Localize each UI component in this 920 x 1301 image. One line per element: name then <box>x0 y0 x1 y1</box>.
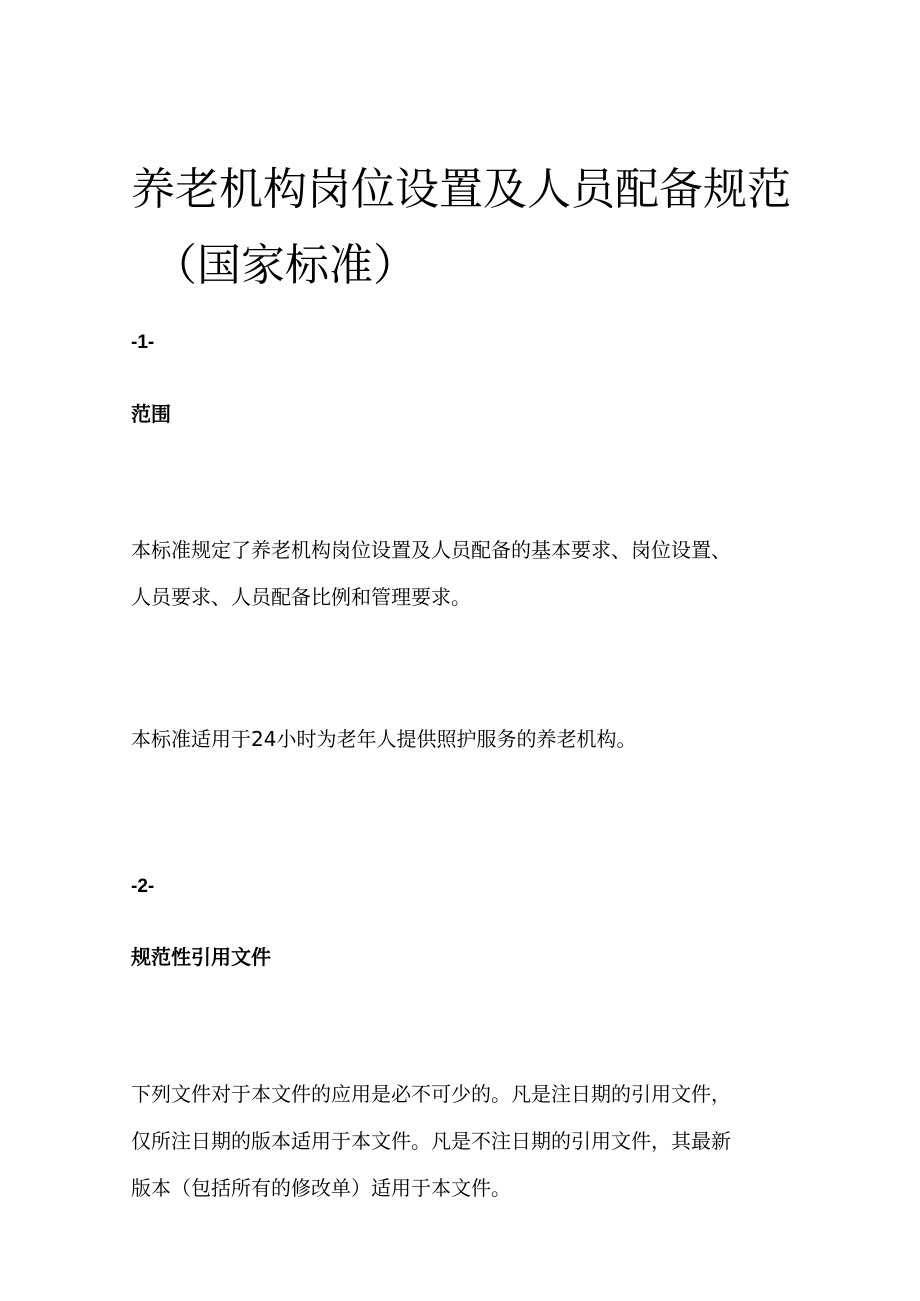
section-number: -2- <box>131 876 155 897</box>
paragraph-line: 人员要求、人员配备比例和管理要求。 <box>131 585 471 609</box>
paragraph <box>131 716 796 763</box>
section-heading: 范围 <box>131 402 171 426</box>
paragraph-line: 下列文件对于本文件的应用是必不可少的。凡是注日期的引用文件， <box>131 1082 731 1106</box>
paragraph-line: 本标准适用于24小时为老年人提供照护服务的养老机构。 <box>131 727 637 751</box>
title-line-2: （国家标准） <box>153 240 417 291</box>
section-number: -1- <box>131 332 155 353</box>
paragraph-line: 本标准规定了养老机构岗位设置及人员配备的基本要求、岗位设置、 <box>131 538 731 562</box>
paragraph <box>131 1071 796 1212</box>
title-line-1: 养老机构岗位设置及人员配备规范 <box>131 164 791 215</box>
paragraph-line: 版本（包括所有的修改单）适用于本文件。 <box>131 1176 511 1200</box>
section-heading: 规范性引用文件 <box>131 945 271 969</box>
paragraph-line: 仅所注日期的版本适用于本文件。凡是不注日期的引用文件，其最新 <box>131 1129 731 1153</box>
document-title <box>131 152 811 304</box>
paragraph <box>131 527 796 621</box>
